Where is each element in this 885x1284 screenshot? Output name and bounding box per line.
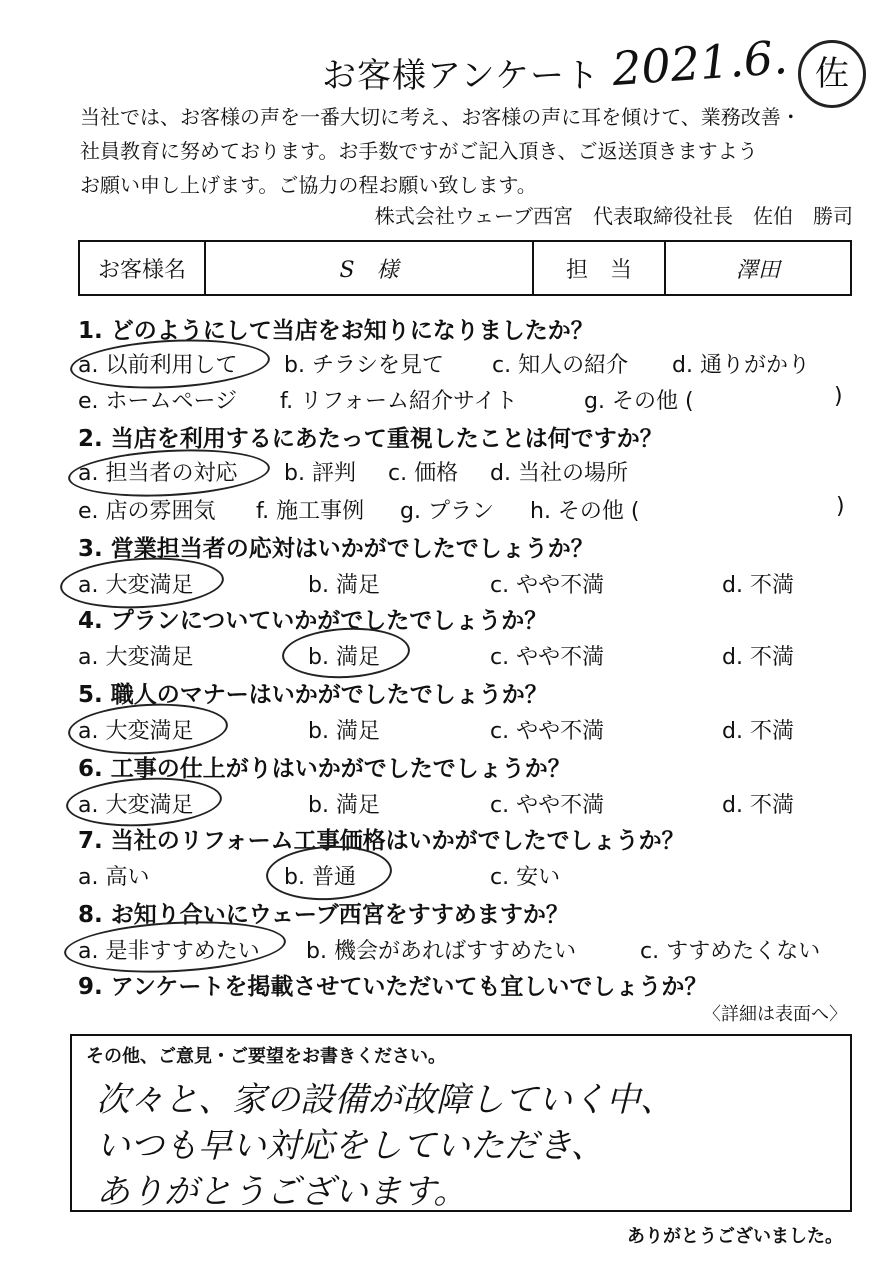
q4-option-d: d. 不満: [722, 645, 794, 670]
q2-option-h: h. その他 (: [530, 499, 640, 524]
comment-line-3: ありがとうございます。: [96, 1172, 468, 1212]
q5-option-c: c. やや不満: [490, 719, 605, 744]
comment-line-2: いつも早い対応をしていただき、: [96, 1126, 605, 1166]
company-signature: 株式会社ウェーブ西宮 代表取締役社長 佐伯 勝司: [374, 204, 853, 228]
customer-info-table: [78, 240, 852, 296]
q2-option-a: a. 担当者の対応: [78, 461, 238, 486]
q4-option-b: b. 満足: [308, 645, 380, 670]
question-6: 6. 工事の仕上がりはいかがでしたでしょうか？: [78, 756, 571, 782]
q6-option-c: c. やや不満: [490, 793, 605, 818]
q2-option-b: b. 評判: [284, 461, 356, 486]
q1-option-f: f. リフォーム紹介サイト: [280, 389, 518, 414]
handwritten-date: 2021.6.: [610, 29, 790, 97]
q2-option-c: c. 価格: [388, 461, 459, 486]
q1-option-c: c. 知人の紹介: [492, 353, 629, 378]
comment-line-1: 次々と、家の設備が故障していく中、: [96, 1080, 674, 1120]
q5-option-b: b. 満足: [308, 719, 380, 744]
q3-option-a: a. 大変満足: [78, 573, 194, 598]
question-5: 5. 職人のマナーはいかがでしたでしょうか？: [78, 682, 548, 708]
q3-option-c: c. やや不満: [490, 573, 605, 598]
q4-option-c: c. やや不満: [490, 645, 605, 670]
question-1: 1. どのようにして当店をお知りになりましたか？: [78, 318, 594, 344]
q6-option-d: d. 不満: [722, 793, 794, 818]
intro-text: [80, 100, 860, 202]
comment-label: その他、ご意見・ご要望をお書きください。: [86, 1046, 446, 1067]
q7-option-c: c. 安い: [490, 865, 561, 890]
q2-option-e: e. 店の雰囲気: [78, 499, 216, 524]
q1-option-a: a. 以前利用して: [78, 353, 238, 378]
intro-line-3: お願い申し上げます。ご協力の程お願い致します。: [80, 173, 537, 197]
q7-option-a: a. 高い: [78, 865, 150, 890]
question-9: 9. アンケートを掲載させていただいても宜しいでしょうか？: [78, 974, 708, 1000]
staff-value: 澤田: [735, 257, 780, 283]
q2-option-g: g. プラン: [400, 499, 494, 524]
q2-option-h-close: ): [836, 494, 845, 519]
question-4: 4. プランについていかがでしたでしょうか？: [78, 608, 548, 634]
q1-option-g-close: ): [834, 384, 843, 409]
question-8: 8. お知り合いにウェーブ西宮をすすめますか？: [78, 902, 569, 928]
customer-name-value: S 様: [206, 242, 534, 294]
q1-option-b: b. チラシを見て: [284, 353, 444, 378]
q8-option-a: a. 是非すすめたい: [78, 939, 260, 964]
closing-thanks: ありがとうございました。: [627, 1226, 843, 1247]
q2-option-f: f. 施工事例: [256, 499, 365, 524]
seal-stamp: 佐: [798, 40, 866, 108]
comment-box: [70, 1034, 852, 1212]
q5-option-a: a. 大変満足: [78, 719, 194, 744]
details-note: 〈詳細は表面へ〉: [703, 1004, 847, 1025]
intro-line-1: 当社では、お客様の声を一番大切に考え、お客様の声に耳を傾けて、業務改善・: [80, 105, 801, 129]
q1-option-e: e. ホームページ: [78, 389, 238, 414]
q5-option-d: d. 不満: [722, 719, 794, 744]
q6-option-a: a. 大変満足: [78, 793, 194, 818]
q3-option-d: d. 不満: [722, 573, 794, 598]
q8-option-b: b. 機会があればすすめたい: [306, 939, 577, 964]
q6-option-b: b. 満足: [308, 793, 380, 818]
question-2: 2. 当店を利用するにあたって重視したことは何ですか？: [78, 426, 663, 452]
question-7: 7. 当社のリフォーム工事価格はいかがでしたでしょうか？: [78, 828, 685, 854]
customer-name-label: お客様名: [80, 242, 206, 294]
q2-option-d: d. 当社の場所: [490, 461, 628, 486]
q8-option-c: c. すすめたくない: [640, 939, 821, 964]
staff-label: 担 当: [534, 242, 666, 294]
q7-option-b: b. 普通: [284, 865, 356, 890]
q3-option-b: b. 満足: [308, 573, 380, 598]
q1-option-g: g. その他 (: [584, 389, 694, 414]
page-title: お客様アンケート: [322, 56, 600, 96]
intro-line-2: 社員教育に努めております。お手数ですがご記入頂き、ご返送頂きますよう: [80, 139, 758, 163]
question-3: 3. 営業担当者の応対はいかがでしたでしょうか？: [78, 536, 594, 562]
q1-option-d: d. 通りがかり: [672, 353, 810, 378]
q4-option-a: a. 大変満足: [78, 645, 194, 670]
